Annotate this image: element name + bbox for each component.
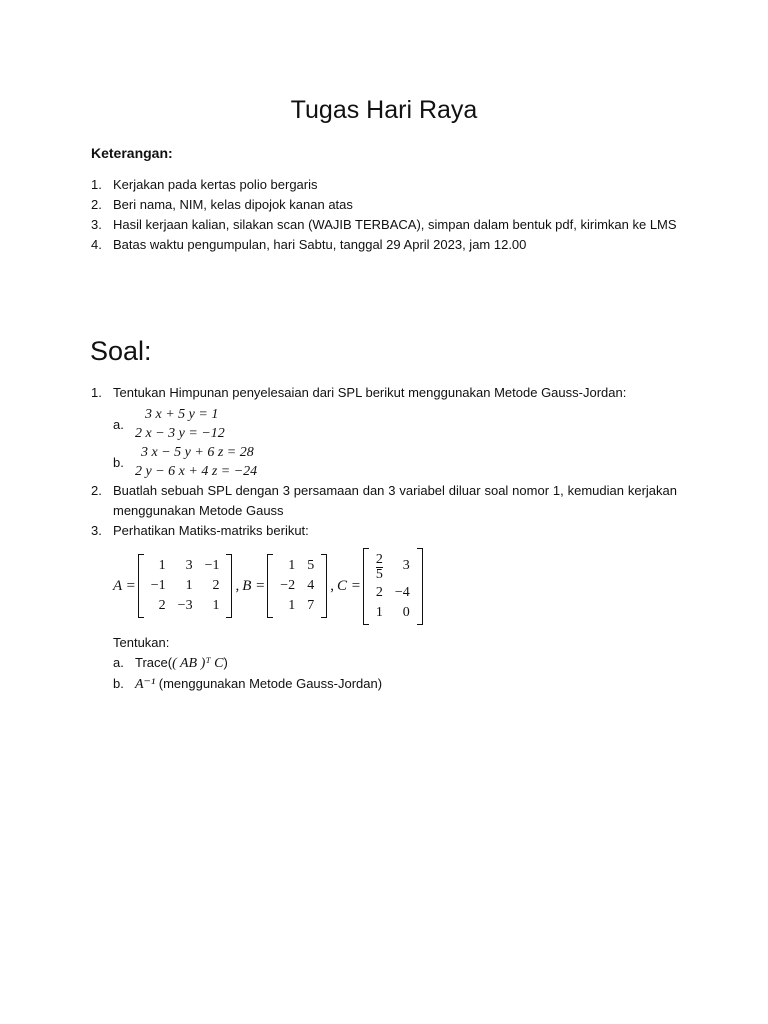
question-number: 1.: [91, 385, 102, 400]
matrix-cell: 1: [158, 558, 166, 573]
matrix-b-label: B =: [242, 578, 266, 594]
matrix-definitions: [113, 545, 677, 627]
item-number: 4.: [91, 237, 102, 252]
sub-label: a.: [113, 655, 124, 670]
matrix-cell: −1: [204, 558, 220, 573]
trace-suffix: ): [223, 655, 228, 670]
question-text: Buatlah sebuah SPL dengan 3 persamaan dan 3 variabel diluar soal nomor 1, kemudian kerjakan menggunakan Metode Gauss: [113, 483, 677, 518]
soal-heading: Soal:: [90, 336, 152, 366]
matrix-cell: 3: [185, 558, 193, 573]
question-text: Tentukan Himpunan penyelesaian dari SPL berikut menggunakan Metode Gauss-Jordan:: [113, 385, 627, 400]
matrix-cell: 3: [402, 558, 410, 573]
matrix-cell: 1: [288, 558, 296, 573]
subquestion-a: [113, 405, 677, 443]
matrix-cell: −2: [280, 578, 296, 593]
matrix-cell: −4: [394, 584, 410, 600]
matrix-c-label: C =: [336, 578, 361, 594]
fraction-denominator: 5: [375, 566, 383, 582]
matrix-c: [363, 548, 423, 625]
matrix-a: [138, 554, 233, 618]
trace-expression: ( AB )ᵀ C: [172, 656, 224, 671]
item-text: Kerjakan pada kertas polio bergaris: [113, 177, 318, 192]
separator: ,: [330, 578, 334, 594]
matrix-cell: −1: [150, 578, 166, 593]
fraction-numerator: 2: [375, 551, 383, 567]
question-1: [91, 383, 677, 481]
matrix-cell: −3: [177, 598, 193, 613]
equation: 2 x − 3 y = −12: [135, 426, 225, 441]
question-2: [91, 481, 677, 521]
keterangan-item: [91, 215, 677, 235]
matrix-cell: 1: [288, 598, 296, 613]
question-text: Perhatikan Matiks-matriks berikut:: [113, 523, 309, 538]
sub-label: a.: [113, 417, 124, 432]
keterangan-item: [91, 195, 677, 215]
document-title: Tugas Hari Raya: [290, 96, 478, 124]
soal-list: [91, 383, 677, 695]
item-number: 1.: [91, 177, 102, 192]
question-3: [91, 521, 677, 695]
matrix-cell: 5: [307, 558, 315, 573]
item-number: 2.: [91, 197, 102, 212]
matrix-cell: 4: [307, 578, 315, 593]
subquestion-b: [113, 674, 677, 695]
item-text: Beri nama, NIM, kelas dipojok kanan atas: [113, 197, 353, 212]
item-text: Batas waktu pengumpulan, hari Sabtu, tanggal 29 April 2023, jam 12.00: [113, 237, 527, 252]
question-number: 2.: [91, 483, 102, 498]
matrix-b: [267, 554, 327, 618]
item-number: 3.: [91, 217, 102, 232]
item-text: Hasil kerjaan kalian, silakan scan (WAJIB TERBACA), simpan dalam bentuk pdf, kirimkan ke LMS: [113, 217, 677, 232]
equation: 3 x + 5 y = 1: [145, 407, 219, 422]
matrix-cell-fraction: [370, 550, 389, 583]
inverse-suffix: (menggunakan Metode Gauss-Jordan): [158, 676, 383, 691]
separator: ,: [235, 578, 240, 594]
keterangan-list: [91, 175, 677, 255]
matrix-cell: 7: [307, 598, 315, 613]
subquestion-b: [113, 443, 677, 481]
sub-label: b.: [113, 455, 124, 470]
keterangan-item: [91, 175, 677, 195]
matrix-cell: 1: [375, 604, 383, 620]
matrix-cell: 0: [402, 604, 410, 620]
fraction: [376, 553, 383, 582]
equation: 2 y − 6 x + 4 z = −24: [135, 464, 258, 479]
matrix-cell: 2: [158, 598, 166, 613]
equation: 3 x − 5 y + 6 z = 28: [141, 445, 254, 460]
matrix-cell: 2: [375, 584, 383, 600]
tentukan-label: Tentukan:: [113, 635, 170, 650]
matrix-cell: 1: [185, 578, 193, 593]
matrix-cell: 1: [212, 598, 220, 613]
keterangan-heading: Keterangan:: [91, 145, 173, 161]
trace-prefix: Trace(: [135, 655, 173, 670]
inverse-expression: A⁻¹: [135, 677, 156, 692]
keterangan-item: [91, 235, 677, 255]
sub-label: b.: [113, 676, 124, 691]
matrix-cell: 2: [212, 578, 220, 593]
subquestion-a: [113, 653, 677, 674]
question-number: 3.: [91, 523, 102, 538]
matrix-a-label: A =: [113, 578, 136, 594]
